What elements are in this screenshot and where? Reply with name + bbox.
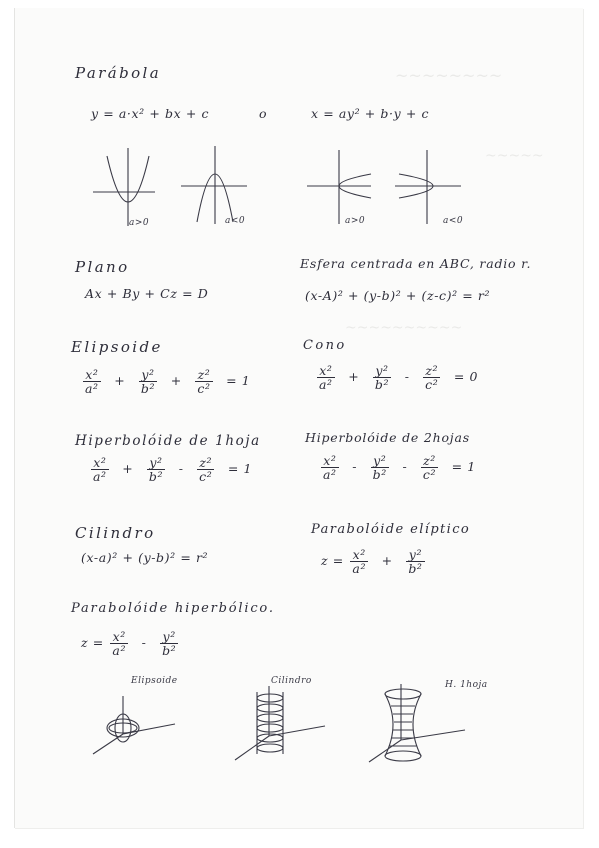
cono-equation [315, 364, 485, 391]
operator: + [170, 373, 182, 388]
elipsoide-sketch-label: Elipsoide [131, 676, 178, 686]
plano-equation: Ax + By + Cz = D [85, 286, 209, 301]
denominator: a² [93, 469, 107, 484]
numerator: y² [162, 629, 176, 644]
denominator: a² [319, 377, 333, 392]
bleed-through-mark: ~~~~~ [485, 148, 544, 164]
hiperboloide-sketch-label: H. 1hoja [445, 680, 488, 690]
paraboloide-hiperbolico-title: Parabolóide hiperbólico. [71, 601, 275, 616]
elipsoide-equation [81, 368, 257, 395]
numerator: y² [373, 453, 387, 468]
operator: - [352, 459, 358, 474]
denominator: b² [408, 561, 423, 576]
parabola-equation-x: x = ay² + b·y + c [311, 106, 430, 121]
operator: - [404, 369, 410, 384]
denominator: b² [372, 467, 387, 482]
hiperboloide-sketch [355, 684, 475, 764]
esfera-equation: (x-A)² + (y-b)² + (z-c)² = r² [305, 288, 491, 303]
bleed-through-mark: ~~~~~~~~ [395, 66, 503, 85]
hiperboloide-1-title: Hiperbolóide de 1hoja [75, 433, 261, 449]
operator: + [348, 369, 360, 384]
notebook-page [14, 8, 583, 828]
fraction [350, 548, 368, 575]
rhs: = 1 [227, 461, 253, 476]
denominator: b² [148, 469, 164, 484]
parabola-condition-3: a>0 [345, 216, 366, 226]
cilindro-sketch [221, 684, 331, 764]
operator: - [141, 635, 147, 650]
plano-title: Plano [75, 258, 130, 276]
cilindro-sketch-label: Cilindro [271, 676, 312, 686]
parabola-title: Parábola [75, 64, 162, 82]
numerator: x² [352, 547, 366, 562]
numerator: z² [423, 453, 436, 468]
esfera-title: Esfera centrada en ABC, radio r. [300, 256, 532, 271]
numerator: y² [408, 547, 423, 562]
denominator: c² [199, 469, 213, 484]
denominator: c² [425, 377, 439, 392]
denominator: a² [85, 381, 99, 396]
numerator: y² [375, 363, 389, 378]
bleed-through-mark: ~~~~~~~~~~ [345, 320, 463, 336]
numerator: x² [93, 455, 107, 470]
hiperboloide-2-equation [319, 454, 483, 481]
rhs: = 1 [226, 373, 251, 388]
fraction [317, 364, 335, 391]
fraction [110, 630, 128, 657]
denominator: b² [140, 381, 156, 396]
cilindro-title: Cilindro [75, 524, 156, 542]
elipsoide-title: Elipsoide [71, 338, 163, 356]
rhs: = 1 [451, 459, 476, 474]
paraboloide-eliptico-equation [321, 548, 427, 575]
paraboloide-hiperbolico-equation [81, 630, 180, 657]
operator: - [178, 461, 184, 476]
parabola-right-sketch [307, 148, 379, 228]
denominator: b² [374, 377, 390, 392]
numerator: x² [85, 367, 99, 382]
fraction [195, 368, 212, 395]
numerator: x² [319, 363, 333, 378]
denominator: c² [197, 381, 211, 396]
fraction [147, 456, 165, 483]
elipsoide-sketch [91, 688, 191, 758]
fraction [139, 368, 157, 395]
operator: + [114, 373, 126, 388]
fraction [160, 630, 178, 657]
denominator: a² [323, 467, 337, 482]
fraction [91, 456, 109, 483]
numerator: z² [199, 455, 213, 470]
parabola-condition-1: a>0 [129, 218, 150, 228]
fraction [406, 548, 424, 575]
numerator: y² [141, 367, 155, 382]
operator: + [122, 461, 134, 476]
fraction [421, 454, 438, 481]
numerator: y² [149, 455, 163, 470]
parabola-equation-y: y = a·x² + bx + c [91, 106, 210, 121]
fraction [371, 454, 389, 481]
fraction [83, 368, 101, 395]
parabola-connector: o [259, 106, 268, 121]
rhs: = 0 [453, 369, 479, 384]
hiperboloide-1-equation [89, 456, 259, 483]
denominator: a² [112, 643, 127, 658]
lhs: z = [81, 635, 104, 650]
denominator: c² [422, 467, 437, 482]
numerator: x² [323, 453, 337, 468]
operator: + [381, 553, 393, 568]
paraboloide-eliptico-title: Parabolóide elíptico [311, 522, 471, 537]
numerator: x² [112, 629, 126, 644]
cono-title: Cono [303, 338, 347, 353]
fraction [423, 364, 440, 391]
numerator: z² [197, 367, 211, 382]
parabola-up-sketch [93, 148, 163, 228]
lhs: z = [321, 553, 344, 568]
parabola-condition-4: a<0 [443, 216, 464, 226]
fraction [197, 456, 214, 483]
denominator: b² [162, 643, 177, 658]
numerator: z² [425, 363, 439, 378]
hiperboloide-2-title: Hiperbolóide de 2hojas [305, 430, 470, 445]
fraction [321, 454, 339, 481]
parabola-condition-2: a<0 [225, 216, 246, 226]
parabola-down-sketch [181, 146, 251, 226]
fraction [373, 364, 391, 391]
cilindro-equation: (x-a)² + (y-b)² = r² [81, 550, 209, 565]
operator: - [402, 459, 408, 474]
denominator: a² [352, 561, 367, 576]
